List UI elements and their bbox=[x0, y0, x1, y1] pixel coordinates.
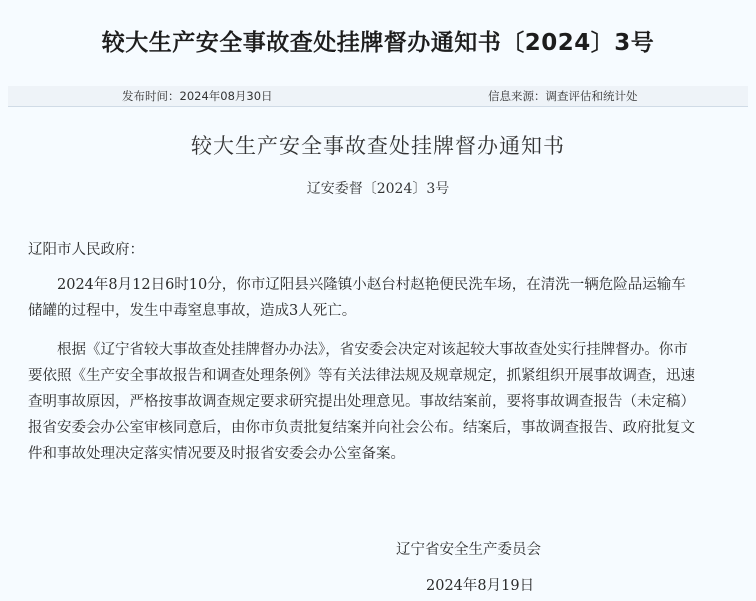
paragraph-incident: 2024年8月12日6时10分，你市辽阳县兴隆镇小赵台村赵艳便民洗车场，在清洗一辆危险品运输车储罐的过程中，发生中毒窒息事故，造成3人死亡。 bbox=[28, 277, 686, 319]
paragraph-instructions: 根据《辽宁省较大事故查处挂牌督办办法》，省安委会决定对该起较大事故查处实行挂牌督办。你市要依照《生产安全事故报告和调查处理条例》等有关法律法规及规章规定，抓紧组织开展事故调查，迅速查明事故原因，严格按事故调查规定要求研究提出处理意见。事故结案前，要将事故调查报告（未定稿）报省安委会办公室审核同意后，由你市负责批复结案并向社会公布。结案后，事故调查报告、政府批复文件和事故处理决定落实情况要及时报省安委会办公室备案。 bbox=[28, 342, 695, 462]
publish-time: 发布时间：2024年08月30日 bbox=[122, 89, 273, 103]
document-number: 辽安委督〔2024〕3号 bbox=[306, 181, 450, 197]
info-source: 信息来源：调查评估和统计处 bbox=[488, 89, 638, 103]
page-title: 较大生产安全事故查处挂牌督办通知书〔2024〕3号 bbox=[101, 30, 655, 56]
meta-bar bbox=[8, 86, 748, 107]
notice-title: 较大生产安全事故查处挂牌督办通知书 bbox=[191, 134, 565, 158]
signature-organization: 辽宁省安全生产委员会 bbox=[396, 542, 541, 558]
signature-date: 2024年8月19日 bbox=[426, 578, 535, 594]
salutation: 辽阳市人民政府： bbox=[28, 242, 144, 258]
